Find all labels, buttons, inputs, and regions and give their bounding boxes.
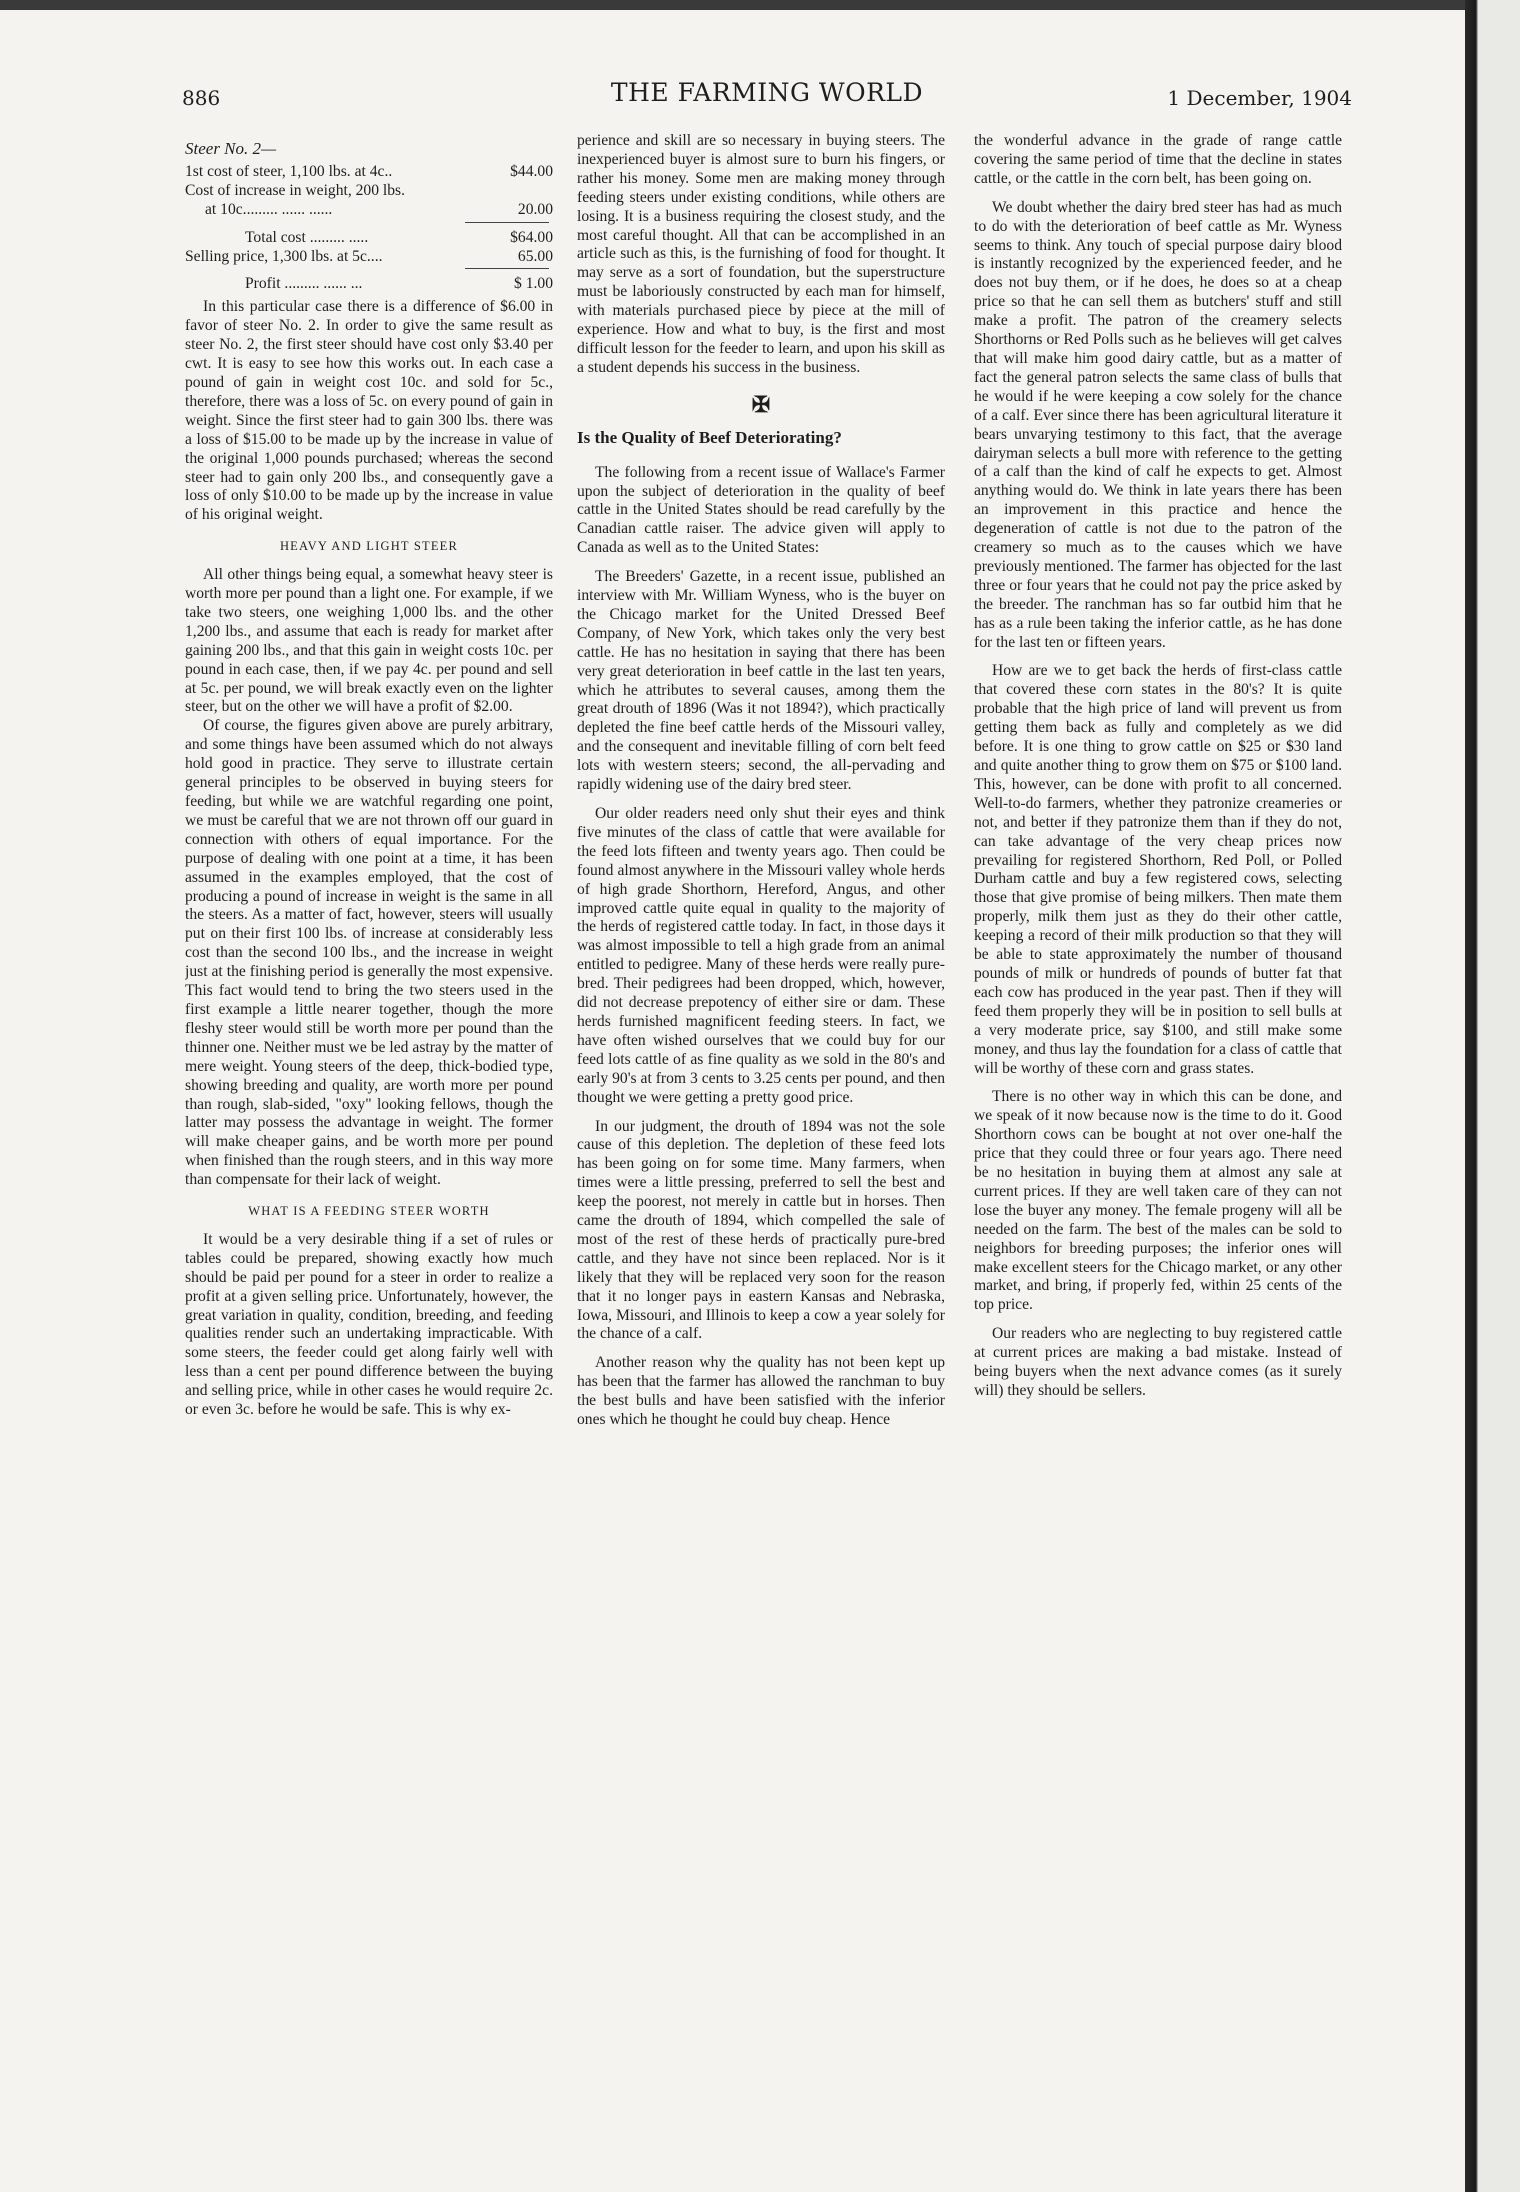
ledger-row: Selling price, 1,300 lbs. at 5c.... 65.00 [185,247,553,265]
paragraph: Of course, the figures given above are purely arbitrary, and some things have been assumed which do not always hold good in practice. They serve to illustrate certain general principles to be observed in buying steers for feeding, but while we are watchful regarding one point, we must be careful that we are not thrown off our guard in connection with others of equal importance. For the purpose of dealing with one point at a time, it has been assumed in the examples employed, that the cost of producing a pound of increase in weight is the same in all the steers. As a matter of fact, however, steers will usually put on their first 100 lbs. of increase at considerably less cost than the second 100 lbs., and the increase in weight just at the finishing period is generally the most expensive. This fact would tend to bring the two steers used in the first example a little nearer together, though the more fleshy steer would still be worth more per pound than the thinner one. Neither must we be led astray by the matter of mere weight. Young steers of the deep, thick-bodied type, showing breeding and quality, are worth more per pound than rough, slab-sided, "oxy" looking fellows, though the latter may possess the advantage in weight. The former will make cheaper gains, and be worth more per pound when finished than the rough steers, and in this way more than compensate for their lack of weight. [185,717,553,1189]
paragraph: Our readers who are neglecting to buy registered cattle at current prices are making a bad mistake. Instead of being buyers when the next advance comes (as it surely will) they should be sellers. [974,1325,1342,1399]
column-1 [185,132,553,2062]
ledger-row: Profit ......... ...... ... $ 1.00 [245,275,553,293]
cost-ledger [185,163,553,294]
paragraph: the wonderful advance in the grade of range cattle covering the same period of time that the decline in states cattle, or the cattle in the corn belt, has been going on. [974,132,1342,187]
paragraph: How are we to get back the herds of first-class cattle that covered these corn states in the 80's? It is quite probable that the high price of land will prevent us from getting them back as fully and completely as we did before. It is one thing to grow cattle on $25 or $30 land and quite another thing to grow them on $75 or $100 land. This, however, can be done with profit to all concerned. Well-to-do farmers, whether they patronize creameries or not, and better if they patronize them than if they do not, can take advantage of the very cheap prices now prevailing for registered Shorthorn, Red Poll, or Polled Durham cattle and buy a few registered cows, selecting those that give promise of being milkers. Then mate them properly, milk them just as they do their other cattle, keeping a record of their milk production so that they will be able to state approximately the number of thousand pounds of milk or hundreds of pounds of butter fat that each cow has produced in the year past. Then if they will feed them properly they will be in position to sell bulls at a very moderate price, say $100, and still make some money, and thus lay the foundation for a class of cattle that will be worthy of these corn and grass states. [974,662,1342,1077]
article-title: Is the Quality of Beef Deteriorating? [577,427,842,447]
ledger-row: 1st cost of steer, 1,100 lbs. at 4c.. $44.00 [185,162,553,180]
ledger-row: Total cost ......... ..... $64.00 [245,228,553,246]
paragraph: Another reason why the quality has not been kept up has been that the farmer has allowed the ranchman to buy the best bulls and have been satisfied with the inferior ones which he thought he could buy cheap. Hence [577,1354,945,1429]
paragraph: Our older readers need only shut their eyes and think five minutes of the class of cattle that were available for the feed lots fifteen and twenty years ago. Then could be found almost anywhere in the Missouri valley whole herds of high grade Shorthorn, Hereford, Angus, and other improved cattle quite equal in quality to the majority of the herds of registered cattle today. In fact, in those days it was almost impossible to tell a high grade from an animal entitled to pedigree. Many of these herds were really pure-bred. Their pedigrees had been dropped, which, however, did not decrease prepotency of either sire or dam. These herds furnished magnificent feeding steers. In fact, we have often wished ourselves that we could buy for our feed lots cattle of as fine quality as we sold in the 80's and early 90's at from 3 cents to 3.25 cents per pound, and then thought we were getting a pretty good price. [577,805,945,1106]
steer-heading: Steer No. 2— [185,139,277,158]
subheading: WHAT IS A FEEDING STEER WORTH [248,1204,490,1219]
paragraph: The Breeders' Gazette, in a recent issue, published an interview with Mr. William Wyness, who is the buyer on the Chicago market for the United Dressed Beef Company, of New York, which takes only the very best cattle. He has no hesitation in saying that there has been very great deterioration in beef cattle in the last ten years, which he attributes to several causes, among them the great drouth of 1896 (Was it not 1894?), which practically depleted the fine beef cattle herds of the Missouri valley, and the consequent and inevitable filling of corn belt feed lots with western steers; second, the all-pervading and rapidly widening use of the dairy bred steer. [577,568,945,794]
paragraph: It would be a very desirable thing if a set of rules or tables could be prepared, showing exactly how much should be paid per pound for a steer in order to realize a profit at a given selling price. Unfortunately, however, the great variation in quality, condition, breeding, and feeding qualities render such an undertaking impracticable. With some steers, the feeder could get along fairly well with less than a cent per pound difference between the buying and selling price, while in other cases he would require 2c. or even 3c. before he would be safe. This is why ex- [185,1230,553,1419]
section-ornament: ✠ [751,391,771,417]
paragraph: There is no other way in which this can be done, and we speak of it now because now is the time to do it. Good Shorthorn cows can be bought at not over one-half the price that they could three or four years ago. There need be no hesitation in buying them at almost any sale at current prices. If they are well taken care of they can not lose the buyer any money. The female progeny will all be needed on the farm. The best of the males can be sold to neighbors for breeding purposes; the inferior ones will make excellent steers for the Chicago market, or any other market, and bring, if properly fed, within 25 cents of the top price. [974,1088,1342,1314]
publication-title: THE FARMING WORLD [610,78,924,107]
paragraph: We doubt whether the dairy bred steer has had as much to do with the deterioration of beef cattle as Mr. Wyness seems to think. Any touch of special purpose dairy blood is instantly recognized by the experienced feeder, and he does not buy them, or if he does, he does so at a cheap price so that he can sell them as butchers' stuff and still make a profit. The patron of the creamery selects Shorthorns or Red Polls such as he believes will get calves that will make him good dairy cattle, but as a matter of fact the general patron selects the same class of bulls that he would if he were keeping a cow solely for the chance of a calf. Ever since there has been agricultural literature it bears unvarying testimony to this fact, that the average dairyman selects a bull more with reference to the getting of a calf than the kind of calf he expects to get. Almost anything would do. We think in late years there has been an improvement in this practice and hence the degeneration of cattle is not due to the patron of the creamery so much as to the causes which we have previously mentioned. The farmer has objected for the last three or four years that he could not pay the price asked by the breeder. The ranchman has so far outbid him that he has as a rule been taking the inferior cattle, as he has done for the last ten or fifteen years. [974,198,1342,651]
issue-date: 1 December, 1904 [1167,86,1352,110]
scan-edge [1465,0,1520,2192]
paragraph: perience and skill are so necessary in buying steers. The inexperienced buyer is almost sure to burn his fingers, or rather his money. Some men are making money through feeding steers under existing conditions, while others are losing. It is a business requiring the closest study, and the most careful thought. All that can be accomplished in an article such as this, is the furnishing of food for thought. It may serve as a sort of foundation, but the superstructure must be laboriously constructed by each man for himself, with materials purchased piece by piece at the mill of experience. How and what to buy, is the first and most difficult lesson for the feeder to learn, and upon his skill as a student depends his success in the business. [577,132,945,376]
subheading: HEAVY AND LIGHT STEER [279,539,459,554]
column-2 [577,132,945,2062]
paragraph: The following from a recent issue of Wallace's Farmer upon the subject of deterioration in the quality of beef cattle in the United States should be read carefully by the Canadian cattle raiser. The advice given will apply to Canada as well as to the United States: [577,463,945,557]
ledger-row: Cost of increase in weight, 200 lbs. [185,181,406,199]
paragraph: In this particular case there is a difference of $6.00 in favor of steer No. 2. In order to give the same result as steer No. 2, the first steer should have cost only $3.40 per cwt. It is easy to see how this works out. In each case a pound of gain in weight cost 10c. and sold for 5c., therefore, there was a loss of 5c. on every pound of gain in weight. Since the first steer had to gain 300 lbs. there was a loss of $15.00 to be made up by the increase in value of the original 1,000 pounds purchased; whereas the second steer had to gain only 200 lbs., and consequently gave a loss of only $10.00 to be made up by the increase in value of his original weight. [185,298,553,524]
sum-rule [465,268,549,275]
column-3 [974,132,1342,2062]
paragraph: All other things being equal, a somewhat heavy steer is worth more per pound than a light one. For example, if we take two steers, one weighing 1,000 lbs. and the other 1,200 lbs., and assume that each is ready for market after gaining 200 lbs., and that this gain in weight costs 10c. per pound in each case, then, if we pay 4c. per pound and sell at 5c. per pound, we will break exactly even on the lighter steer, but on the other we will have a profit of $2.00. [185,566,553,716]
paragraph: In our judgment, the drouth of 1894 was not the sole cause of this depletion. The depletion of these feed lots has been going on for some time. Many farmers, when times were a little pressing, preferred to sell the best and keep the poorest, not merely in cattle but in horses. Then came the drouth of 1894, which compelled the sale of most of the rest of these herds of practically pure-bred cattle, and they have not since been replaced. Nor is it likely that they will be replaced very soon for the reason that it no longer pays in eastern Kansas and Nebraska, Iowa, Missouri, and Illinois to keep a cow a year solely for the chance of a calf. [577,1117,945,1343]
ledger-row: at 10c......... ...... ...... 20.00 [205,200,553,218]
page-header [182,78,1352,118]
page-number: 886 [182,86,221,110]
sum-rule [465,222,549,229]
